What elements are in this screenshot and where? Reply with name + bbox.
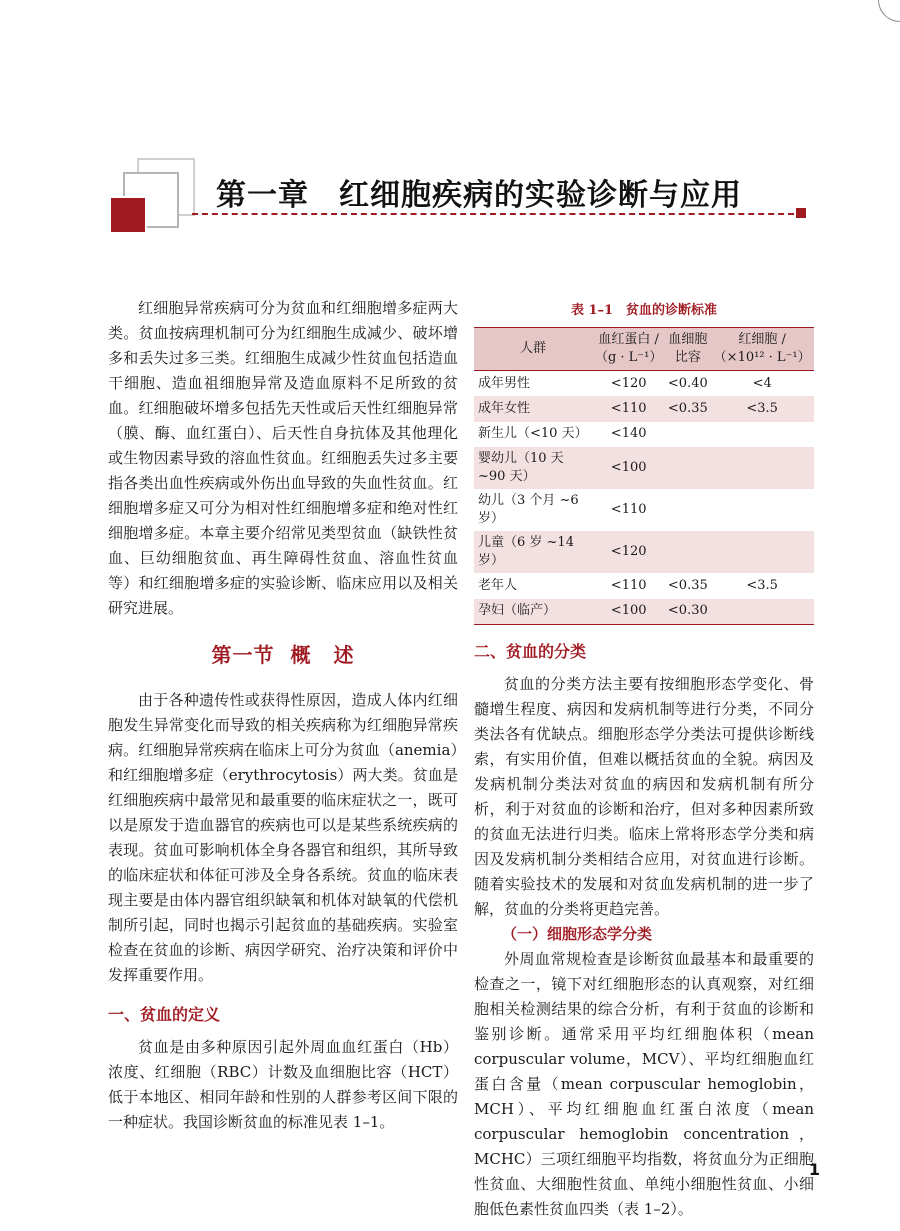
- cell-group: 新生儿（<10 天）: [478, 426, 588, 442]
- cell-hct: [665, 447, 710, 489]
- cell-hb: <100: [610, 603, 647, 618]
- cell-group: 成年女性: [478, 400, 531, 416]
- subheading-anemia-definition: 一、贫血的定义: [108, 1005, 221, 1024]
- cell-hb: <110: [610, 577, 647, 593]
- header-hb-line1: 血红蛋白 /: [598, 332, 659, 347]
- table-header-row: [474, 328, 814, 371]
- chapter-title-rule: [192, 213, 794, 215]
- cell-group: 孕妇（临产）: [478, 603, 557, 618]
- cell-hct: [665, 489, 710, 531]
- table-row: [474, 489, 814, 531]
- header-hb: [592, 328, 665, 371]
- table-row: [474, 447, 814, 489]
- section-name-part1: 概: [290, 643, 312, 667]
- table-row: [474, 396, 814, 422]
- table-row: [474, 599, 814, 625]
- cell-group: 婴幼儿（10 天 ~90 天）: [478, 451, 564, 484]
- cell-hct: <0.35: [667, 577, 708, 593]
- header-group: 人群: [519, 341, 546, 356]
- cell-hb: <140: [610, 426, 647, 442]
- cell-group: 老年人: [478, 577, 518, 593]
- morphology-paragraph: 外周血常规检查是诊断贫血最基本和最重要的检查之一，镜下对红细胞形态的认真观察，对红细胞相关检测结果的综合分析，有利于贫血的诊断和鉴别诊断。通常采用平均红细胞体积（mean corpuscular volume，MCV）、平均红细胞血红蛋白含量（mean corpuscular hemoglobin，MCH）、平均红细胞血红蛋白浓度（mean corpuscular hemoglobin concentration，MCHC）三项红细胞平均指数，将贫血分为正细胞性贫血、大细胞性贫血、单纯小细胞性贫血、小细胞低色素性贫血四类（表 1–2）。: [474, 949, 814, 1218]
- header-rbc-line1: 红细胞 /: [738, 332, 786, 347]
- cell-rbc: [710, 422, 814, 448]
- section-number: 第一节: [211, 643, 275, 667]
- table-row: [474, 573, 814, 599]
- cell-rbc: [710, 489, 814, 531]
- header-rbc: [710, 328, 814, 371]
- header-rbc-line2: （×10¹² · L⁻¹）: [713, 350, 811, 365]
- section-title: [108, 643, 458, 668]
- cell-rbc: <3.5: [746, 577, 778, 593]
- cell-hct: <0.40: [667, 375, 708, 391]
- header-hct: [665, 328, 710, 371]
- cell-hb: <120: [610, 375, 647, 391]
- corner-page-mark: [878, 0, 900, 22]
- subheading-anemia-classification: 二、贫血的分类: [474, 641, 587, 661]
- cell-hb: <120: [610, 544, 647, 559]
- chapter-name: 红细胞疾病的实验诊断与应用: [339, 178, 742, 213]
- table-row: [474, 531, 814, 573]
- page-number: 1: [808, 1160, 820, 1179]
- chapter-number: 第一章: [216, 178, 309, 213]
- chapter-decoration: [109, 158, 197, 246]
- intro-paragraph: 红细胞异常疾病可分为贫血和红细胞增多症两大类。贫血按病理机制可分为红细胞生成减少、破坏增多和丢失过多三类。红细胞生成减少性贫血包括造血干细胞、造血祖细胞异常及造血原料不足所致的贫血。红细胞破坏增多包括先天性或后天性红细胞异常（膜、酶、血红蛋白）、后天性自身抗体及其他理化或生物因素导致的溶血性贫血。红细胞丢失过多主要指各类出血性疾病或外伤出血导致的失血性贫血。红细胞增多症又可分为相对性红细胞增多症和绝对性红细胞增多症。本章主要介绍常见类型贫血（缺铁性贫血、巨幼细胞贫血、再生障碍性贫血、溶血性贫血等）和红细胞增多症的实验诊断、临床应用以及相关研究进展。: [108, 299, 458, 617]
- anemia-definition-paragraph: 贫血是由多种原因引起外周血血红蛋白（Hb）浓度、红细胞（RBC）计数及血细胞比容（HCT）低于本地区、相同年龄和性别的人群参考区间下限的一种症状。我国诊断贫血的标准见表 1–1。: [108, 1038, 458, 1131]
- cell-rbc: <4: [752, 375, 772, 391]
- cell-group: 幼儿（3 个月 ~6 岁）: [478, 493, 579, 526]
- cell-group: 儿童（6 岁 ~14 岁）: [478, 535, 574, 568]
- cell-hct: [665, 531, 710, 573]
- subheading-morphology-classification: （一）细胞形态学分类: [502, 924, 653, 943]
- table-caption: 表 1–1 贫血的诊断标准: [570, 303, 718, 318]
- cell-rbc: [710, 531, 814, 573]
- cell-hct: <0.30: [667, 603, 708, 618]
- cell-rbc: [710, 447, 814, 489]
- table-row: [474, 371, 814, 397]
- header-hb-line2: （g · L⁻¹）: [594, 350, 663, 365]
- header-hct-line2: 比容: [674, 350, 701, 365]
- cell-hct: [665, 422, 710, 448]
- chapter-rule-end-square: [796, 208, 806, 218]
- left-column: [108, 296, 458, 1135]
- anemia-criteria-table: [474, 327, 814, 625]
- cell-rbc: [710, 599, 814, 625]
- deco-square-red: [109, 196, 147, 234]
- cell-hb: <110: [610, 502, 647, 517]
- cell-hb: <110: [610, 400, 647, 416]
- chapter-title: [216, 170, 742, 214]
- section-name-part2: 述: [333, 643, 355, 667]
- cell-hct: <0.35: [667, 400, 708, 416]
- cell-group: 成年男性: [478, 375, 531, 391]
- header-hct-line1: 血细胞: [668, 332, 708, 347]
- cell-hb: <100: [610, 460, 647, 475]
- right-column: [474, 296, 814, 1222]
- table-row: [474, 422, 814, 448]
- classification-paragraph: 贫血的分类方法主要有按细胞形态学变化、骨髓增生程度、病因和发病机制等进行分类，不同分类法各有优缺点。细胞形态学分类法可提供诊断线索，有实用价值，但难以概括贫血的全貌。病因及发病机制分类法对贫血的病因和发病机制有所分析，利于对贫血的诊断和治疗，但对多种因素所致的贫血无法进行归类。临床上常将形态学分类和病因及发病机制分类相结合应用，对贫血进行诊断。随着实验技术的发展和对贫血发病机制的进一步了解，贫血的分类将更趋完善。: [474, 674, 814, 918]
- cell-rbc: <3.5: [746, 400, 778, 416]
- overview-paragraph: 由于各种遗传性或获得性原因，造成人体内红细胞发生异常变化而导致的相关疾病称为红细胞异常疾病。红细胞异常疾病在临床上可分为贫血（anemia）和红细胞增多症（erythrocytosis）两大类。贫血是红细胞疾病中最常见和最重要的临床症状之一，既可以是原发于造血器官的疾病也可以是某些系统疾病的表现。贫血可影响机体全身各器官和组织，其所导致的临床症状和体征可涉及全身各系统。贫血的临床表现主要是由体内器官组织缺氧和机体对缺氧的代偿机制所引起，同时也揭示引起贫血的基础疾病。实验室检查在贫血的诊断、病因学研究、治疗决策和评价中发挥重要作用。: [108, 691, 458, 984]
